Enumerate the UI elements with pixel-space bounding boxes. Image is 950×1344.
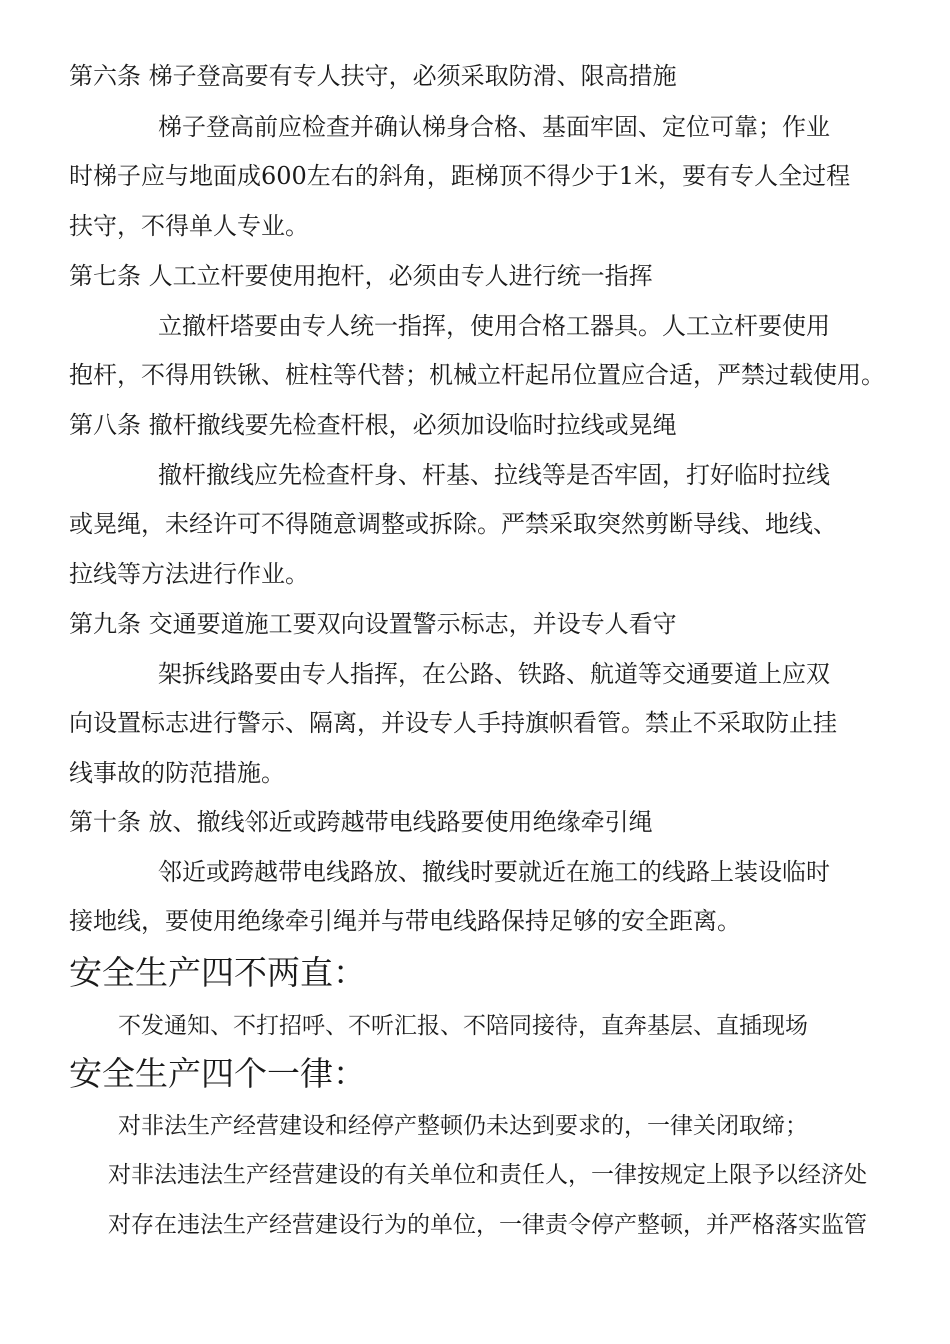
four-no-two-direct-text: 不发通知、不打招呼、不听汇报、不陪同接待，直奔基层、直插现场 (118, 1013, 808, 1039)
four-all-title: 安全生产四个一律： (69, 1054, 366, 1093)
article-8-line-1: 撤杆撤线应先检查杆身、杆基、拉线等是否牢固，打好临时拉线 (158, 461, 830, 489)
four-all-line-1: 对非法生产经营建设和经停产整顿仍未达到要求的，一律关闭取缔； (118, 1113, 808, 1139)
article-10-heading: 第十条 放、撤线邻近或跨越带电线路要使用绝缘牵引绳 (69, 808, 653, 836)
article-9-line-2: 向设置标志进行警示、隔离，并设专人手持旗帜看管。禁止不采取防止挂 (69, 709, 837, 737)
four-no-two-direct-title: 安全生产四不两直： (69, 953, 366, 992)
article-6-line-3: 扶守，不得单人专业。 (69, 212, 309, 240)
article-9-line-3: 线事故的防范措施。 (69, 759, 285, 787)
article-8-heading: 第八条 撤杆撤线要先检查杆根，必须加设临时拉线或晃绳 (69, 411, 677, 439)
article-9-heading: 第九条 交通要道施工要双向设置警示标志，并设专人看守 (69, 610, 677, 638)
article-6-line-1: 梯子登高前应检查并确认梯身合格、基面牢固、定位可靠；作业 (158, 113, 830, 141)
article-10-line-1: 邻近或跨越带电线路放、撤线时要就近在施工的线路上装设临时 (158, 858, 830, 886)
four-all-line-3: 对存在违法生产经营建设行为的单位，一律责令停产整顿，并严格落实监管 (108, 1212, 867, 1238)
article-9-line-1: 架拆线路要由专人指挥，在公路、铁路、航道等交通要道上应双 (158, 660, 830, 688)
article-7-line-1: 立撤杆塔要由专人统一指挥，使用合格工器具。人工立杆要使用 (158, 312, 830, 340)
article-8-line-2: 或晃绳，未经许可不得随意调整或拆除。严禁采取突然剪断导线、地线、 (69, 510, 837, 538)
article-8-line-3: 拉线等方法进行作业。 (69, 560, 309, 588)
article-6-line-2: 时梯子应与地面成600左右的斜角，距梯顶不得少于1米，要有专人全过程 (69, 162, 851, 190)
article-7-line-2: 抱杆，不得用铁锹、桩柱等代替；机械立杆起吊位置应合适，严禁过载使用。 (69, 361, 885, 389)
four-all-line-2: 对非法违法生产经营建设的有关单位和责任人，一律按规定上限予以经济处 (108, 1162, 867, 1188)
article-7-heading: 第七条 人工立杆要使用抱杆，必须由专人进行统一指挥 (69, 262, 653, 290)
article-10-line-2: 接地线，要使用绝缘牵引绳并与带电线路保持足够的安全距离。 (69, 907, 741, 935)
article-6-heading: 第六条 梯子登高要有专人扶守，必须采取防滑、限高措施 (69, 62, 677, 90)
